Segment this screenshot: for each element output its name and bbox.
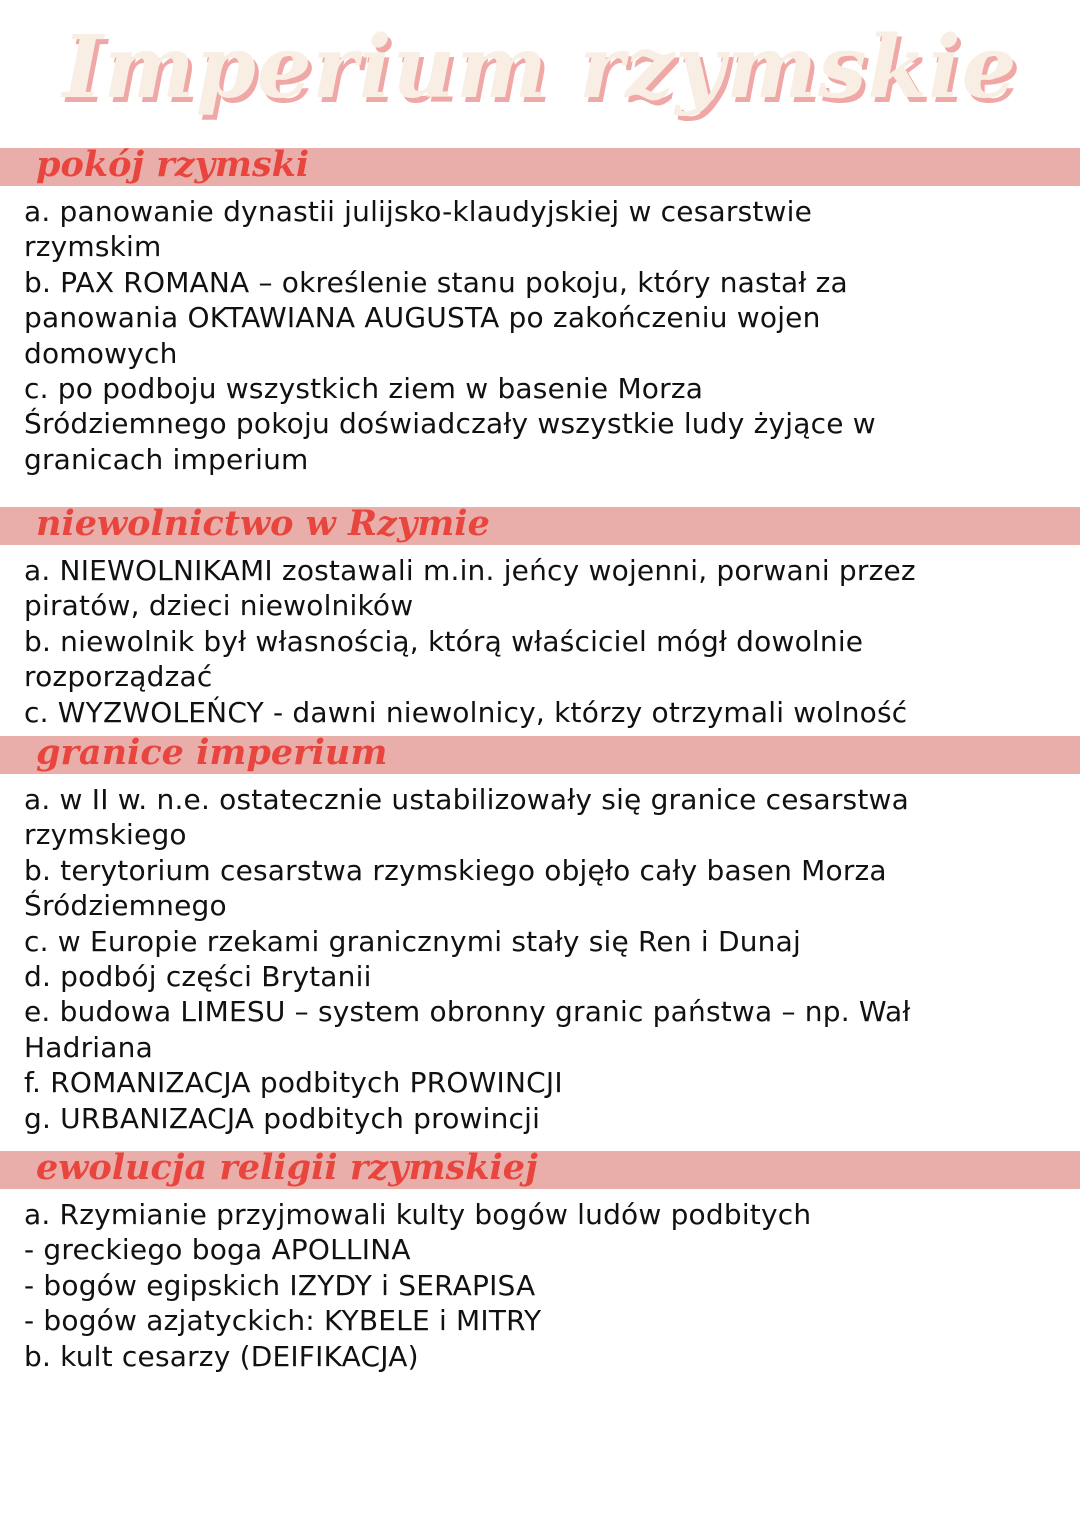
section-heading-band (0, 1147, 1080, 1189)
section-text (24, 194, 1080, 477)
text-line: b. niewolnik był własnością, którą właściciel mógł dowolnie (24, 624, 864, 658)
section-heading: pokój rzymski (36, 144, 310, 185)
text-line: c. po podboju wszystkich ziem w basenie Morza (24, 372, 704, 406)
text-line: Śródziemnego (24, 889, 227, 923)
section-heading-band (0, 732, 1080, 774)
section-granice-imperium (0, 732, 1080, 1136)
text-line: domowych (24, 336, 178, 370)
text-line: a. NIEWOLNIKAMI zostawali m.in. jeńcy wojenni, porwani przez (24, 554, 916, 587)
text-line: panowania OKTAWIANA AUGUSTA po zakończeniu wojen (24, 301, 821, 335)
section-ewolucja-religii (0, 1147, 1080, 1374)
text-line: granicach imperium (24, 442, 309, 476)
section-heading-band (0, 144, 1080, 186)
section-niewolnictwo (0, 503, 1080, 730)
section-pokoj-rzymski (0, 144, 1080, 477)
text-line: a. Rzymianie przyjmowali kulty bogów ludów podbitych (24, 1198, 812, 1231)
text-line: b. PAX ROMANA – określenie stanu pokoju, który nastał za (24, 265, 848, 299)
text-line: a. panowanie dynastii julijsko-klaudyjskiej w cesarstwie (24, 195, 813, 228)
text-line: - bogów azjatyckich: KYBELE i MITRY (24, 1304, 542, 1338)
text-line: a. w II w. n.e. ostatecznie ustabilizowały się granice cesarstwa (24, 783, 909, 816)
text-line: e. budowa LIMESU – system obronny granic państwa – np. Wał (24, 995, 911, 1029)
page-title: Imperium rzymskie (62, 17, 1018, 118)
section-text (24, 1197, 1080, 1374)
text-line: b. terytorium cesarstwa rzymskiego objęło cały basen Morza (24, 853, 887, 887)
text-line: Śródziemnego pokoju doświadczały wszystkie ludy żyjące w (24, 407, 876, 441)
text-line: - greckiego boga APOLLINA (24, 1233, 411, 1267)
text-line: d. podbój części Brytanii (24, 960, 372, 994)
text-line: f. ROMANIZACJA podbitych PROWINCJI (24, 1066, 563, 1100)
section-text (24, 553, 1080, 730)
text-line: Hadriana (24, 1030, 153, 1064)
text-line: c. w Europie rzekami granicznymi stały się Ren i Dunaj (24, 924, 801, 958)
text-line: c. WYZWOLEŃCY - dawni niewolnicy, którzy otrzymali wolność (24, 695, 908, 729)
text-line: rzymskiego (24, 818, 187, 852)
text-line: b. kult cesarzy (DEIFIKACJA) (24, 1339, 419, 1373)
section-text (24, 782, 1080, 1136)
section-heading: ewolucja religii rzymskiej (36, 1147, 538, 1188)
text-line: rozporządzać (24, 660, 213, 694)
section-heading: granice imperium (36, 732, 388, 773)
section-heading-band (0, 503, 1080, 545)
section-heading: niewolnictwo w Rzymie (36, 503, 490, 544)
text-line: rzymskim (24, 230, 162, 264)
text-line: piratów, dzieci niewolników (24, 589, 414, 623)
text-line: - bogów egipskich IZYDY i SERAPISA (24, 1268, 536, 1302)
text-line: g. URBANIZACJA podbitych prowincji (24, 1101, 541, 1135)
